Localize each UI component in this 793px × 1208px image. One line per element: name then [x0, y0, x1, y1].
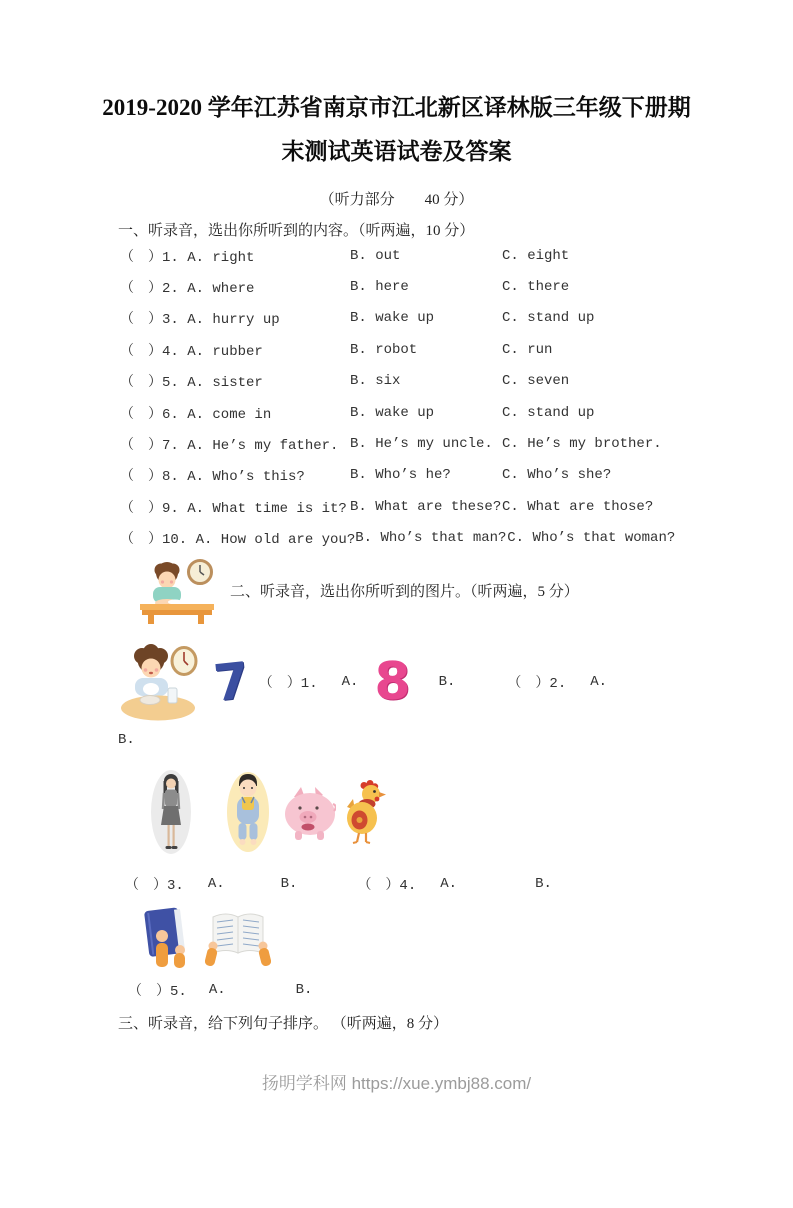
- boy-at-desk-illustration: [140, 557, 216, 625]
- question-row-5: [120, 366, 793, 397]
- q5-option-c: C. seven: [502, 373, 570, 390]
- title-line-1: 2019-2020 学年江苏省南京市江北新区译林版三年级下册期: [102, 95, 691, 120]
- s2-q2-option-b: B.: [118, 731, 135, 748]
- blue-number-seven: 7: [211, 651, 252, 713]
- listening-part-score-label: （听力部分 40 分）: [319, 192, 474, 208]
- q2-option-a: （ ）2. A. where: [120, 281, 255, 298]
- s2-q2-option-a: A.: [590, 673, 608, 690]
- s2-q5-option-b: B.: [295, 981, 313, 998]
- q4-option-a: （ ）4. A. rubber: [120, 343, 263, 360]
- baby-illustration: [226, 770, 270, 854]
- s2-q1-label: （ ）1.: [258, 675, 318, 692]
- closed-book-illustration: [135, 905, 195, 969]
- boy-figure: [153, 562, 182, 607]
- question-row-7: [120, 428, 793, 459]
- site-watermark: 扬明学科网 https://xue.ymbj88.com/: [261, 1073, 532, 1093]
- pig-illustration: [282, 781, 336, 843]
- s2-q3-label: （ ）3.: [125, 877, 184, 894]
- question-row-3: [120, 303, 793, 334]
- section2-book-row: [135, 904, 793, 970]
- open-book-illustration: [205, 908, 271, 966]
- question-row-4: [120, 334, 793, 365]
- section2-header: [140, 556, 793, 626]
- desk: [140, 604, 214, 624]
- rooster-illustration: [344, 779, 386, 845]
- q4-option-b: B. robot: [350, 341, 418, 358]
- s2-q5-label: （ ）5.: [128, 983, 187, 1000]
- section1-question-list: [120, 240, 793, 554]
- s2-q2-label: （ ）2.: [507, 675, 567, 692]
- question-row-6: [120, 397, 793, 428]
- q6-option-a: （ ）6. A. come in: [120, 406, 272, 423]
- pink-number-eight: 8: [374, 651, 411, 712]
- woman-illustration: [150, 769, 192, 855]
- s2-q1-option-b: B.: [438, 673, 456, 690]
- q2-option-c: C. there: [502, 279, 570, 296]
- q5-option-b: B. six: [350, 373, 401, 390]
- exam-paper-page: [0, 86, 793, 1208]
- section2-question-row-1: [118, 642, 793, 722]
- q8-option-a: （ ）8. A. Who’s this?: [120, 469, 305, 486]
- q9-option-c: C. What are those?: [502, 498, 654, 515]
- q4-option-c: C. run: [502, 341, 553, 358]
- boy-figure: [134, 644, 168, 696]
- question-row-8: [120, 460, 793, 491]
- wall-clock-icon: [172, 647, 196, 674]
- question-row-1: [120, 240, 793, 271]
- q10-option-a: （ ）10. A. How old are you?: [120, 532, 356, 549]
- q1-option-b: B. out: [350, 247, 401, 264]
- s2-q3-option-a: A.: [207, 875, 225, 892]
- q7-option-b: B. He’s my uncle.: [350, 436, 493, 453]
- s2-q4-option-b: B.: [535, 875, 552, 892]
- q8-option-c: C. Who’s she?: [502, 467, 612, 484]
- q3-option-a: （ ）3. A. hurry up: [120, 312, 280, 329]
- section1-heading: 一、听录音，选出你所听到的内容。（听两遍，10 分）: [118, 223, 475, 239]
- q2-option-b: B. here: [350, 279, 409, 296]
- page-title: [40, 86, 753, 174]
- section3-heading: 三、听录音，给下列句子排序。 （听两遍，8 分）: [118, 1015, 449, 1032]
- q9-option-b: B. What are these?: [350, 498, 502, 515]
- section2-question-row-3: [128, 980, 793, 1000]
- q1-option-a: （ ）1. A. right: [120, 249, 255, 266]
- q8-option-b: B. Who’s he?: [350, 467, 451, 484]
- q6-option-c: C. stand up: [502, 404, 595, 421]
- section2-question-row-2: [125, 874, 793, 894]
- section2-picture-row: [150, 768, 793, 856]
- s2-q4-option-a: A.: [440, 875, 458, 892]
- q10-option-c: C. Who’s that woman?: [507, 530, 676, 547]
- s2-q3-option-b: B.: [280, 875, 298, 892]
- boy-at-breakfast-table-illustration: [118, 642, 202, 722]
- q7-option-a: （ ）7. A. He’s my father.: [120, 438, 339, 455]
- q10-option-b: B. Who’s that man?: [355, 530, 507, 547]
- s2-q4-label: （ ）4.: [357, 877, 417, 894]
- question-row-2: [120, 271, 793, 302]
- question-row-9: [120, 491, 793, 522]
- section2-heading: 二、听录音，选出你所听到的图片。（听两遍，5 分）: [230, 584, 579, 601]
- s2-q5-option-a: A.: [208, 981, 226, 998]
- q1-option-c: C. eight: [502, 247, 570, 264]
- s2-q1-option-a: A.: [341, 673, 359, 690]
- q7-option-c: C. He’s my brother.: [502, 436, 662, 453]
- q6-option-b: B. wake up: [350, 404, 435, 421]
- wall-clock-icon: [189, 560, 212, 583]
- title-line-2: 末测试英语试卷及答案: [281, 139, 512, 164]
- q5-option-a: （ ）5. A. sister: [120, 375, 263, 392]
- q9-option-a: （ ）9. A. What time is it?: [120, 500, 347, 517]
- q3-option-c: C. stand up: [502, 310, 595, 327]
- q3-option-b: B. wake up: [350, 310, 435, 327]
- question-row-10: [120, 523, 793, 554]
